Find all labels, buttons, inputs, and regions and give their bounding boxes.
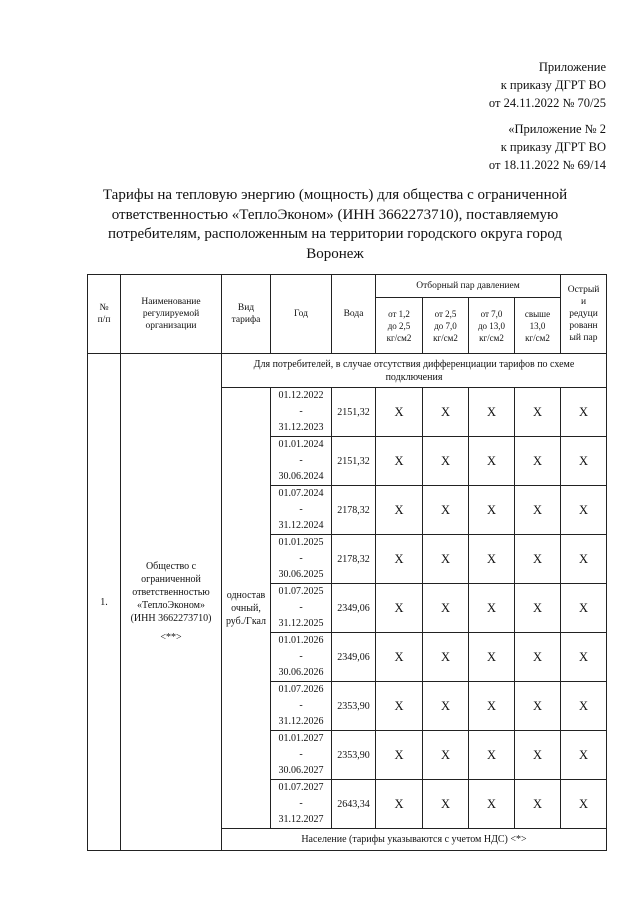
header-num: № п/п <box>88 275 121 354</box>
tariff-table <box>87 274 607 851</box>
header-steam-col: от 7,0 до 13,0 кг/см2 <box>469 298 515 354</box>
water-tariff-value: 2151,32 <box>332 388 376 437</box>
not-applicable-cell: X <box>376 486 423 535</box>
header-row <box>88 275 607 298</box>
water-tariff-value: 2178,32 <box>332 486 376 535</box>
appendix-line: к приказу ДГРТ ВО <box>500 78 606 92</box>
not-applicable-cell: X <box>423 633 469 682</box>
header-org-name: Наименование регулируемой организации <box>121 275 222 354</box>
not-applicable-cell: X <box>376 780 423 829</box>
period-cell: 01.12.2022 - 31.12.2023 <box>271 388 332 437</box>
header-steam-col: от 2,5 до 7,0 кг/см2 <box>423 298 469 354</box>
appendix-block-original <box>489 120 606 174</box>
header-steam-group: Отборный пар давлением <box>376 275 561 298</box>
not-applicable-cell: X <box>561 682 607 731</box>
appendix-line: от 24.11.2022 № 70/25 <box>488 96 606 110</box>
period-cell: 01.01.2026 - 30.06.2026 <box>271 633 332 682</box>
not-applicable-cell: X <box>469 633 515 682</box>
appendix-block-current <box>489 58 606 112</box>
appendix-line: к приказу ДГРТ ВО <box>500 140 606 154</box>
appendix-line: от 18.11.2022 № 69/14 <box>488 158 606 172</box>
not-applicable-cell: X <box>423 388 469 437</box>
appendix-line: Приложение <box>538 60 606 74</box>
not-applicable-cell: X <box>469 731 515 780</box>
not-applicable-cell: X <box>376 437 423 486</box>
not-applicable-cell: X <box>423 437 469 486</box>
header-sharp-steam: Острый и редуци рованн ый пар <box>561 275 607 354</box>
tariff-kind-cell: одностав очный, руб./Гкал <box>222 388 271 829</box>
not-applicable-cell: X <box>376 584 423 633</box>
not-applicable-cell: X <box>561 486 607 535</box>
section-note: Для потребителей, в случае отсутствия дифференциации тарифов по схеме подключения <box>222 354 607 388</box>
not-applicable-cell: X <box>561 731 607 780</box>
not-applicable-cell: X <box>376 388 423 437</box>
not-applicable-cell: X <box>376 633 423 682</box>
not-applicable-cell: X <box>469 437 515 486</box>
not-applicable-cell: X <box>469 486 515 535</box>
not-applicable-cell: X <box>423 535 469 584</box>
not-applicable-cell: X <box>561 633 607 682</box>
not-applicable-cell: X <box>515 780 561 829</box>
title-line: Воронеж <box>306 245 364 262</box>
title-line: Тарифы на тепловую энергию (мощность) для общества с ограниченной <box>102 187 568 203</box>
header-steam-col: свыше 13,0 кг/см2 <box>515 298 561 354</box>
header-steam-col: от 1,2 до 2,5 кг/см2 <box>376 298 423 354</box>
period-cell: 01.07.2026 - 31.12.2026 <box>271 682 332 731</box>
header-water: Вода <box>332 275 376 354</box>
not-applicable-cell: X <box>515 682 561 731</box>
not-applicable-cell: X <box>515 535 561 584</box>
row-number: 1. <box>88 354 121 851</box>
not-applicable-cell: X <box>423 731 469 780</box>
period-cell: 01.01.2027 - 30.06.2027 <box>271 731 332 780</box>
org-name-cell: Общество с ограниченной ответственностью «ТеплоЭконом» (ИНН 3662273710) <**> <box>121 354 222 851</box>
not-applicable-cell: X <box>469 535 515 584</box>
not-applicable-cell: X <box>469 584 515 633</box>
water-tariff-value: 2349,06 <box>332 633 376 682</box>
header-year: Год <box>271 275 332 354</box>
not-applicable-cell: X <box>515 731 561 780</box>
not-applicable-cell: X <box>469 388 515 437</box>
not-applicable-cell: X <box>469 780 515 829</box>
period-cell: 01.07.2027 - 31.12.2027 <box>271 780 332 829</box>
not-applicable-cell: X <box>515 486 561 535</box>
not-applicable-cell: X <box>561 535 607 584</box>
header-tariff-type: Вид тарифа <box>222 275 271 354</box>
not-applicable-cell: X <box>376 535 423 584</box>
not-applicable-cell: X <box>376 731 423 780</box>
water-tariff-value: 2353,90 <box>332 682 376 731</box>
title-line: ответственностью «ТеплоЭконом» (ИНН 3662273710), поставляемую <box>111 206 559 223</box>
not-applicable-cell: X <box>515 388 561 437</box>
water-tariff-value: 2178,32 <box>332 535 376 584</box>
section-note-row <box>88 354 607 388</box>
not-applicable-cell: X <box>423 682 469 731</box>
document-title <box>80 186 590 264</box>
period-cell: 01.07.2025 - 31.12.2025 <box>271 584 332 633</box>
water-tariff-value: 2643,34 <box>332 780 376 829</box>
water-tariff-value: 2353,90 <box>332 731 376 780</box>
appendix-line: «Приложение № 2 <box>508 122 606 136</box>
not-applicable-cell: X <box>423 584 469 633</box>
not-applicable-cell: X <box>515 584 561 633</box>
not-applicable-cell: X <box>469 682 515 731</box>
water-tariff-value: 2151,32 <box>332 437 376 486</box>
period-cell: 01.07.2024 - 31.12.2024 <box>271 486 332 535</box>
not-applicable-cell: X <box>423 780 469 829</box>
water-tariff-value: 2349,06 <box>332 584 376 633</box>
not-applicable-cell: X <box>561 437 607 486</box>
not-applicable-cell: X <box>561 584 607 633</box>
not-applicable-cell: X <box>515 633 561 682</box>
title-line: потребителям, расположенным на территории городского округа город <box>107 226 563 242</box>
period-cell: 01.01.2025 - 30.06.2025 <box>271 535 332 584</box>
not-applicable-cell: X <box>561 780 607 829</box>
not-applicable-cell: X <box>423 486 469 535</box>
period-cell: 01.01.2024 - 30.06.2024 <box>271 437 332 486</box>
not-applicable-cell: X <box>376 682 423 731</box>
not-applicable-cell: X <box>561 388 607 437</box>
not-applicable-cell: X <box>515 437 561 486</box>
population-note: Население (тарифы указываются с учетом НДС) <*> <box>222 829 607 851</box>
